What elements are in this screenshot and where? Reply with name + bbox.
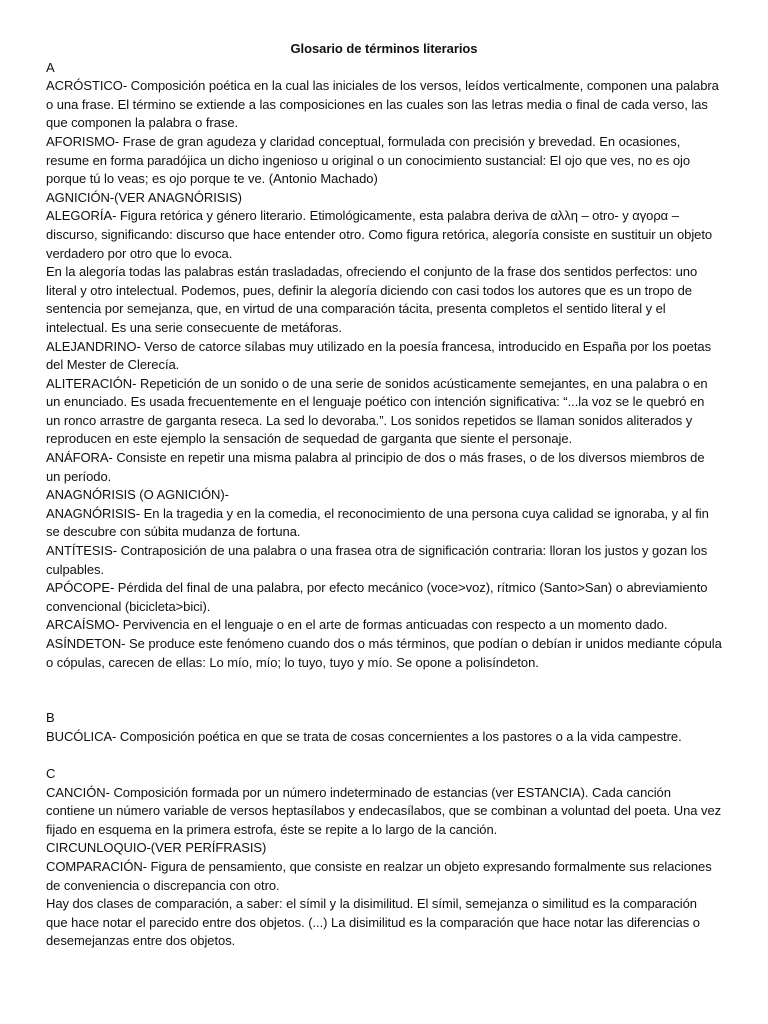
section-letter: C — [46, 765, 56, 781]
entry-comparacion: COMPARACIÓN- Figura de pensamiento, que consiste en realzar un objeto expresando formalmente sus relaciones de conveniencia o discrepancia con otro. — [46, 858, 712, 893]
entry-bucolica: BUCÓLICA- Composición poética en que se trata de cosas concernientes a los pastores o a la vida campestre. — [46, 728, 682, 744]
document-title: Glosario de términos literarios — [290, 41, 478, 56]
section-a — [46, 59, 722, 673]
entry-circunloquio: CIRCUNLOQUIO-(VER PERÍFRASIS) — [46, 840, 267, 856]
entry-arcaismo: ARCAÍSMO- Pervivencia en el lenguaje o en el arte de formas anticuadas con respecto a un momento dado. — [46, 617, 668, 633]
entry-anagnorisis: ANAGNÓRISIS- En la tragedia y en la comedia, el reconocimiento de una persona cuya calidad se ignoraba, y al fin se descubre con súbita mudanza de fortuna. — [46, 505, 709, 540]
blank-space — [46, 746, 722, 765]
section-letter: A — [46, 59, 55, 75]
entry-apocope: APÓCOPE- Pérdida del final de una palabra, por efecto mecánico (voce>voz), rítmico (Santo>San) o abreviamiento convencional (bicicleta>bici). — [46, 580, 708, 614]
section-letter: B — [46, 710, 55, 726]
entry-anafora: ANÁFORA- Consiste en repetir una misma palabra al principio de dos o más frases, o de los diversos miembros de un período. — [46, 450, 705, 484]
section-c — [46, 765, 722, 951]
entry-antitesis: ANTÍTESIS- Contraposición de una palabra o una frasea otra de significación contraria: lloran los justos y gozan los culpables. — [46, 543, 708, 577]
entry-alegoria: ALEGORÍA- Figura retórica y género literario. Etimológicamente, esta palabra deriva de αλλη – otro- y αγορα – discurso, significando: discurso que hace entender otro. Como figura retórica, alegoría consiste en sustituir un objeto verdadero por otro que lo evoca. — [46, 208, 713, 261]
section-b — [46, 709, 722, 746]
entry-cancion: CANCIÓN- Composición formada por un número indeterminado de estancias (ver ESTANCIA). Cada canción contiene un número variable de versos heptasílabos y endecasílabos, que se combinan a voluntad del poeta. Una vez fijado en esquema en la primera estrofa, éste se repite a lo largo de la canción. — [46, 784, 722, 837]
entry-agnicion: AGNICIÓN-(VER ANAGNÓRISIS) — [46, 189, 242, 205]
entry-alejandrino: ALEJANDRINO- Verso de catorce sílabas muy utilizado en la poesía francesa, introducido en España por los poetas del Mester de Clerecía. — [46, 338, 712, 373]
entry-alegoria-continued: En la alegoría todas las palabras están trasladadas, ofreciendo el conjunto de la frase dos sentidos perfectos: uno literal y otro intelectual. Podemos, pues, definir la alegoría diciendo con casi todos los autores que es un tropo de sentencia por semejanza, que, en virtud de una comparación tácita, presenta completos el sentido literal y el intelectual. Es una serie consecuente de metáforas. — [46, 264, 698, 335]
entry-comparacion-continued: Hay dos clases de comparación, a saber: el símil y la disimilitud. El símil, semejanza o similitud es la comparación que hace notar el parecido entre dos objetos. (...) La disimilitud es la comparación que hace notar las diferencias o desemejanzas entre dos objetos. — [46, 896, 700, 949]
entry-anagnorisis-ref: ANAGNÓRISIS (O AGNICIÓN)- — [46, 487, 229, 503]
entry-aforismo: AFORISMO- Frase de gran agudeza y claridad conceptual, formulada con precisión y brevedad. En ocasiones, resume en forma paradójica un dicho ingenioso u original o un conocimiento sustancial: El ojo que ves, no es ojo porque tú lo veas; es ojo porque te ve. (Antonio Machado) — [46, 133, 691, 187]
entry-asindeton: ASÍNDETON- Se produce este fenómeno cuando dos o más términos, que podían o debían ir unidos mediante cópula o cópulas, carecen de ellas: Lo mío, mío; lo tuyo, tuyo y mío. Se opone a polisíndeton. — [46, 636, 722, 670]
entry-acrostico: ACRÓSTICO- Composición poética en la cual las iniciales de los versos, leídos verticalmente, componen una palabra o una frase. El término se extiende a las composiciones en las cuales son las letras media o final de cada verso, las que componen la palabra o frase. — [46, 78, 719, 131]
blank-space — [46, 672, 722, 709]
entry-aliteracion: ALITERACIÓN- Repetición de un sonido o de una serie de sonidos acústicamente semejantes, en una palabra o en un enunciado. Es usada frecuentemente en el lenguaje poético con intención significativa: “...la voz se le quebró en un ronco arrastre de garganta reseca. La sed lo devoraba.”. Los sonidos repetidos se llaman sonidos aliterados y reproducen en este ejemplo la sensación de sequedad de garganta que siente el personaje. — [46, 375, 708, 447]
document-page — [46, 40, 722, 951]
